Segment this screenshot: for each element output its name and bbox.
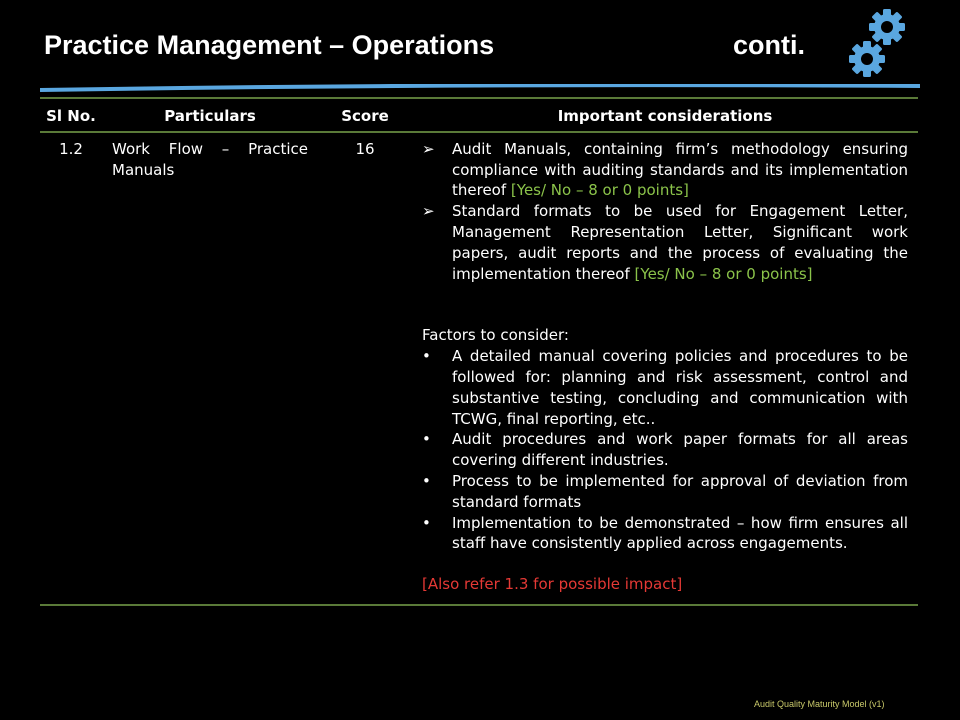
- cell-considerations: [412, 132, 918, 605]
- considerations-table: [40, 97, 918, 606]
- slide-title: Practice Management – Operations: [44, 30, 495, 60]
- factor-text: Audit procedures and work paper formats for all areas covering different industries.: [452, 430, 908, 470]
- cell-particulars: Work Flow – Practice Manuals: [112, 139, 308, 179]
- header-score: Score: [341, 107, 389, 125]
- cell-sl-no: 1.2: [59, 139, 83, 158]
- points-note: [Yes/ No – 8 or 0 points]: [510, 181, 689, 200]
- gear-icon: [869, 9, 905, 45]
- header-sl-no: Sl No.: [46, 107, 96, 125]
- table-header-row: [40, 98, 918, 132]
- header-considerations: Important considerations: [557, 107, 773, 125]
- checklist: [422, 139, 908, 285]
- cell-score: 16: [355, 139, 375, 158]
- arrow-bullet-icon: ➢: [422, 202, 435, 221]
- factor-text: Implementation to be demonstrated – how firm ensures all staff have consistently applied across engagements.: [452, 513, 908, 553]
- factor-item: [422, 513, 908, 555]
- checklist-text: Standard formats to be used for Engagement Letter, Management Representation Letter, Significant work papers, audit reports and the process of evaluating the implementation thereof: [452, 202, 908, 283]
- gear-icon: [849, 41, 885, 77]
- factor-text: A detailed manual covering policies and procedures to be followed for: planning and risk assessment, control and substantive testing, concluding and communication with TCWG, final reporting, etc..: [452, 347, 908, 428]
- gears-icon: [838, 4, 918, 84]
- bullet-icon: •: [422, 471, 431, 490]
- title-underline: [40, 84, 920, 94]
- factor-text: Process to be implemented for approval of deviation from standard formats: [452, 471, 908, 511]
- footer-text: Audit Quality Maturity Model (v1): [754, 699, 885, 709]
- table-row: [40, 132, 918, 605]
- factor-item: [422, 471, 908, 513]
- header-particulars: Particulars: [164, 107, 256, 125]
- checklist-item: [422, 139, 908, 201]
- arrow-bullet-icon: ➢: [422, 139, 435, 158]
- bullet-icon: •: [422, 430, 431, 449]
- impact-note: [Also refer 1.3 for possible impact]: [422, 575, 683, 594]
- checklist-text: Audit Manuals, containing firm’s methodology ensuring compliance with auditing standards and its implementation thereof: [452, 139, 908, 200]
- bullet-icon: •: [422, 513, 431, 532]
- factor-item: [422, 346, 908, 429]
- checklist-item: [422, 201, 908, 284]
- points-note: [Yes/ No – 8 or 0 points]: [634, 264, 813, 283]
- factors-list: [422, 346, 908, 554]
- factors-heading: Factors to consider:: [422, 326, 569, 345]
- bullet-icon: •: [422, 347, 431, 366]
- factor-item: [422, 429, 908, 471]
- slide-title-suffix: conti.: [733, 30, 805, 60]
